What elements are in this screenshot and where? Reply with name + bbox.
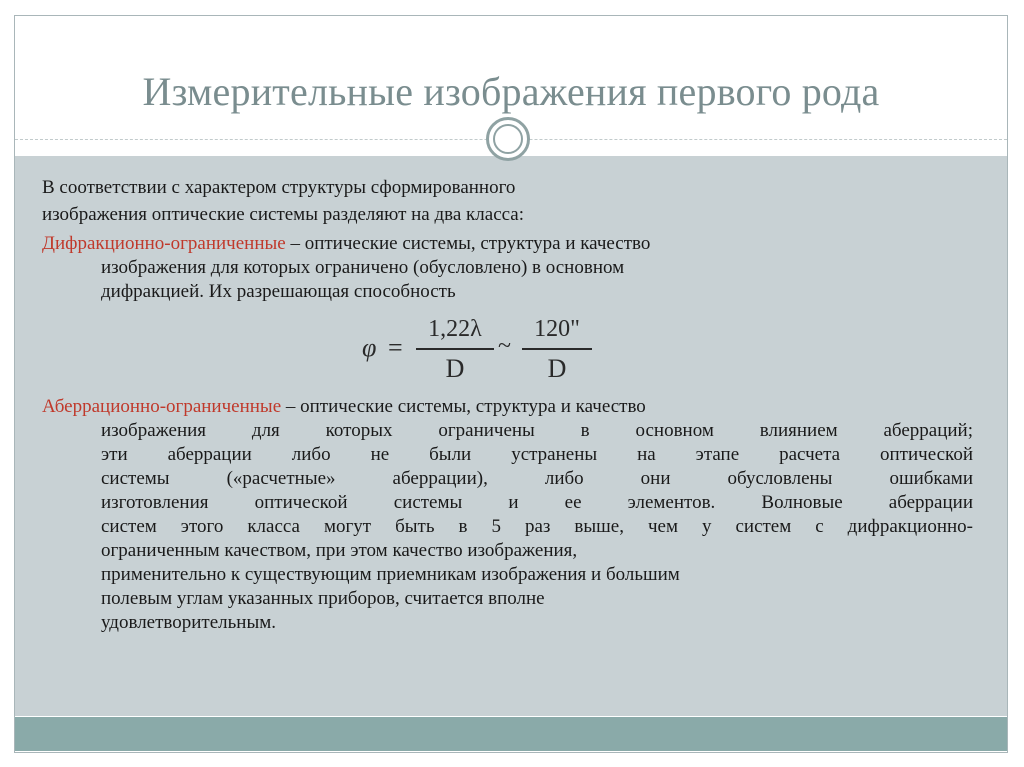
formula-fraction-2 bbox=[522, 314, 592, 386]
aberration-line: удовлетворительным. bbox=[101, 612, 277, 633]
aberration-term: Аберрационно-ограниченные bbox=[42, 396, 282, 417]
formula-equals: = bbox=[388, 333, 403, 362]
aberration-line: эти аберрации либо не были устранены на этапе расчета оптической bbox=[101, 444, 973, 465]
aberration-definition: – оптические системы, структура и качество bbox=[281, 396, 646, 417]
diffraction-term: Дифракционно-ограниченные bbox=[42, 233, 286, 254]
aberration-line: применительно к существующим приемникам изображения и большим bbox=[101, 564, 680, 585]
formula-tilde: ~ bbox=[498, 333, 511, 359]
diffraction-line-3: дифракцией. Их разрешающая способность bbox=[101, 281, 456, 302]
aberration-line: системы («расчетные» аберрации), либо они обусловлены ошибками bbox=[101, 468, 973, 489]
formula-numerator-2: 120" bbox=[534, 316, 580, 342]
resolution-formula bbox=[362, 314, 602, 390]
formula-fraction-1 bbox=[416, 314, 494, 386]
intro-line-2: изображения оптические системы разделяют на два класса: bbox=[42, 204, 525, 225]
footer-bar bbox=[15, 717, 1007, 751]
intro-line-1: В соответствии с характером структуры сформированного bbox=[42, 177, 516, 198]
formula-denominator-2: D bbox=[547, 354, 567, 383]
formula-numerator-1: 1,22λ bbox=[428, 316, 482, 342]
diffraction-paragraph-line-1 bbox=[42, 232, 650, 256]
fraction-bar-2 bbox=[522, 348, 592, 350]
formula-denominator-1: D bbox=[445, 354, 465, 383]
slide-title: Измерительные изображения первого рода bbox=[142, 69, 880, 114]
aberration-line: полевым углам указанных приборов, считается вполне bbox=[101, 588, 545, 609]
aberration-paragraph-line-1 bbox=[42, 395, 646, 419]
fraction-bar-1 bbox=[416, 348, 494, 350]
aberration-line: изображения для которых ограничены в основном влиянием аберраций; bbox=[101, 420, 973, 441]
aberration-line: ограниченным качеством, при этом качество изображения, bbox=[101, 540, 578, 561]
diffraction-definition: – оптические системы, структура и качество bbox=[285, 233, 651, 254]
aberration-line: систем этого класса могут быть в 5 раз выше, чем у систем с дифракционно- bbox=[101, 516, 973, 537]
ring-ornament-icon bbox=[486, 117, 530, 161]
aberration-line: изготовления оптической системы и ее элементов. Волновые аберрации bbox=[101, 492, 973, 513]
formula-phi: φ bbox=[362, 333, 377, 362]
diffraction-line-2: изображения для которых ограничено (обусловлено) в основном bbox=[101, 257, 625, 278]
